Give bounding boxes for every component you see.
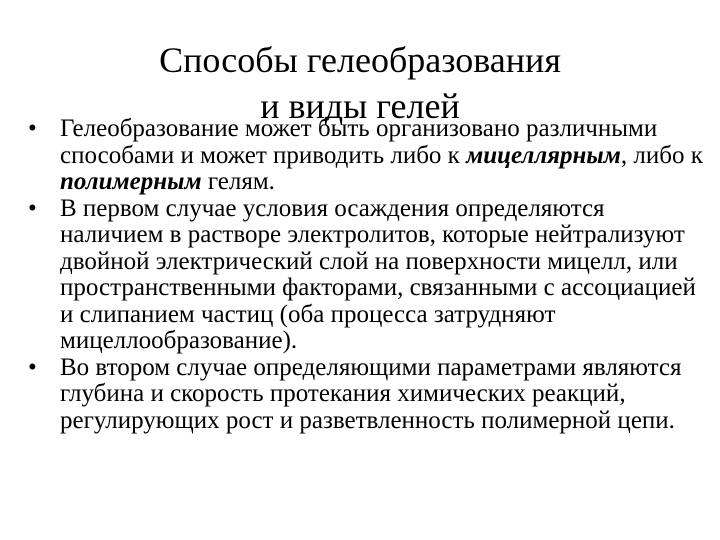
bullet-1-text-part-1: Гелеобразование может быть организовано различными способами и может приводить либо к bbox=[60, 115, 658, 169]
bullet-icon: • bbox=[28, 353, 37, 381]
bullet-icon: • bbox=[28, 115, 37, 142]
bullet-icon: • bbox=[28, 194, 37, 222]
bullet-item-1 bbox=[26, 116, 706, 196]
bullet-item-2 bbox=[26, 196, 706, 355]
bullet-1-emphasis-polymer: полимерным bbox=[60, 168, 202, 195]
bullet-list bbox=[26, 116, 706, 434]
title-line-2: и виды гелей bbox=[260, 86, 460, 127]
bullet-1-text-part-2: , либо к bbox=[620, 141, 703, 169]
bullet-1-emphasis-micellar: мицеллярным bbox=[466, 141, 621, 169]
bullet-item-3 bbox=[26, 355, 706, 435]
bullet-2-text: В первом случае условия осаждения определяются наличием в растворе электролитов, которые нейтрализуют двойной электрический слой на поверхности мицелл, или пространственными факторами, связанными с ассоциацией и слипанием частиц (оба процесса затрудняют мицеллообразование). bbox=[60, 194, 696, 354]
title-line-1: Способы гелеобразования bbox=[159, 40, 561, 81]
bullet-3-text: Во втором случае определяющими параметрами являются глубина и скорость протекания химических реакций, регулирующих рост и разветвленность полимерной цепи. bbox=[60, 353, 682, 434]
bullet-1-text-part-3: гелям. bbox=[201, 168, 275, 195]
